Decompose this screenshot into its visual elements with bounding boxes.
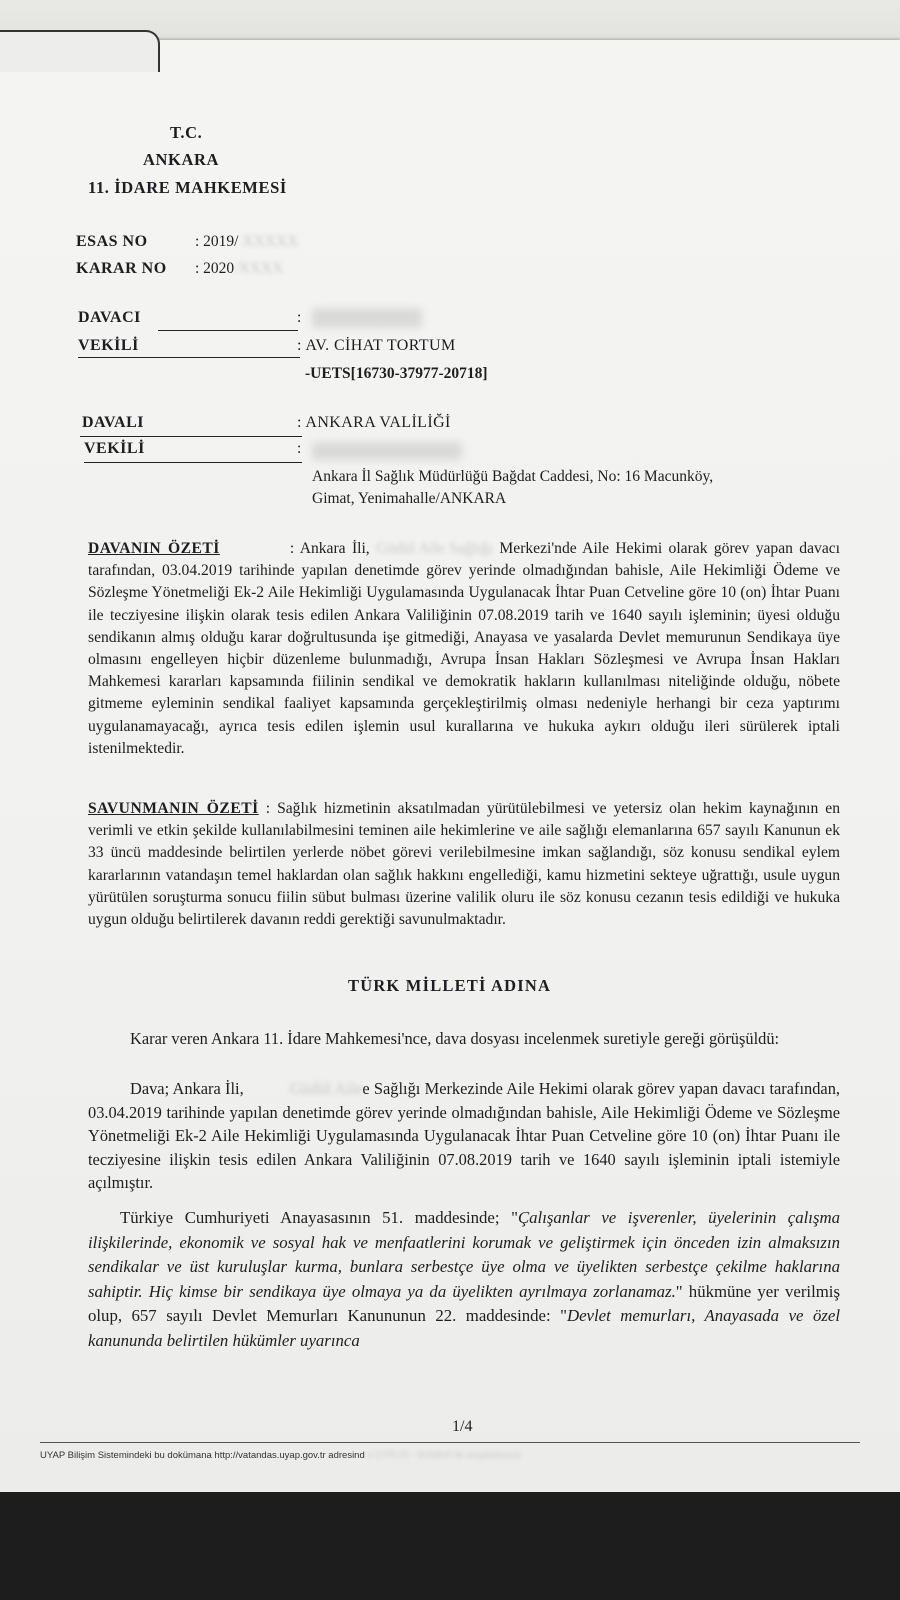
decision-paragraph-2 (88, 1077, 840, 1195)
constitution-quote: Çalışanlar ve işverenler, üyelerinin çalışma ilişkilerinde, ekonomik ve sosyal hak ve menfaatlerini korumak ve geliştirmek için önceden izin almaksızın sendikalar ve üst kuruluşlar kurma, bunlara serbestçe üye olma ve üyelikten serbestçe çekilme haklarına sahiptir. Hiç kimse bir sendikaya üye olmaya ya da üyelikten ayrılmaya zorlanamaz. (88, 1208, 840, 1301)
defense-paragraph (88, 798, 840, 931)
defense-heading: SAVUNMANIN ÖZETİ (88, 800, 259, 817)
esas-label: ESAS NO (76, 233, 148, 250)
decision-p2-lead: Dava; Ankara İli, (130, 1079, 244, 1098)
footer-note: UYAP Bilişim Sistemindeki bu dokümana http://vatandas.uyap.gov.tr adresind e ETPL/O - 8V08hR ile erişebilirsiniz (40, 1450, 522, 1461)
davali-vekili-redacted (312, 442, 462, 460)
header-court-name: 11. İDARE MAHKEMESİ (88, 178, 287, 197)
paper-fold-tab (0, 30, 160, 72)
karar-value: : 2020/XXXX (195, 260, 284, 277)
decision-paragraph-1: Karar veren Ankara 11. İdare Mahkemesi'nce, dava dosyası incelenmek suretiyle gereği görüşüldü: (130, 1029, 780, 1048)
davali-vekili-colon: : (297, 440, 302, 457)
summary-redacted: Güdül Aile Sağlığı (376, 540, 494, 557)
davali-underline (80, 436, 302, 437)
page-number: 1/4 (452, 1418, 473, 1435)
davali-vekili-label: VEKİLİ (84, 440, 145, 457)
davali-vekili-underline (84, 462, 302, 463)
decision-p2-redacted: Güdül Aile (289, 1079, 363, 1098)
davali-label: DAVALI (82, 414, 144, 431)
davaci-colon: : (297, 309, 302, 326)
vekili-underline (78, 357, 300, 358)
decision-paragraph-3 (88, 1206, 840, 1353)
footer-tail: ile erişebilirsiniz (454, 1450, 522, 1461)
esas-value: : 2019/ XXXXX (195, 233, 299, 250)
vekili-label: VEKİLİ (78, 337, 139, 354)
davali-value: : ANKARA VALİLİĞİ (297, 414, 451, 431)
footer-rule (40, 1442, 860, 1443)
summary-paragraph (88, 538, 840, 760)
header-tc: T.C. (170, 123, 203, 142)
header-city: ANKARA (143, 150, 220, 169)
address-line-1: Ankara İl Sağlık Müdürlüğü Bağdat Caddesi, No: 16 Macunköy, (312, 468, 714, 485)
footer-redacted: e ETPL/O - 8V08hR (367, 1450, 452, 1461)
davaci-underline (158, 330, 298, 331)
decision-p2-text: e Sağlığı Merkezinde Aile Hekimi olarak görev yapan davacı tarafından, 03.04.2019 tarihinde yapılan denetimde görev yerinde olmadığından bahisle, Aile Hekimliği Ödeme ve Sözleşme Yönetmeliği Ek-2 Aile Hekimliği Uygulamasında Uygulanacak İhtar Puan Cetveline göre 10 (on) İhtar Puanı ile tecziyesine ilişkin tesis edilen Ankara Valiliğinin 07.08.2019 tarih ve 1640 sayılı işleminin iptali istemiyle açılmıştır. (88, 1079, 840, 1192)
decision-p3-a: Türkiye Cumhuriyeti Anayasasının 51. maddesinde; " (120, 1208, 518, 1227)
address-line-2: Gimat, Yenimahalle/ANKARA (312, 490, 507, 507)
decision-heading: TÜRK MİLLETİ ADINA (348, 976, 552, 995)
karar-label: KARAR NO (76, 260, 167, 277)
summary-text: Merkezi'nde Aile Hekimi olarak görev yapan davacı tarafından, 03.04.2019 tarihinde yapılan denetimde görev yerinde olmadığından bahisle, Aile Hekimliği Ödeme ve Sözleşme Yönetmeliği Ek-2 Aile Hekimliği Uygulamasında Uygulanacak İhtar Puan Cetveline göre 10 (on) İhtar Puanı ile tecziyesine ilişkin olarak tesis edilen Ankara Valiliğinin 07.08.2019 tarih ve 1640 sayılı işleminin; üyesi olduğu sendikanın almış olduğu karar doğrultusunda işe gitmediği, Anayasa ve yasalarda Devlet memurunun Sendikaya üye olmasını engelleyen hiçbir düzenleme bulunmadığı, Avrupa İnsan Hakları Sözleşmesi ve Avrupa İnsan Hakları Mahkemesi kararları kapsamında fiilinin sendikal ve demokratik hakların kullanılması niteliğinde olduğu, nöbete gitmeme eyleminin sendikal faaliyet kapsamında gerçekleştirilmiş olması nedeniyle herhangi bir ceza yaptırımı uygulanamayacağı, ayrıca tesis edilen işlemin usul kurallarına ve hukuka aykırı olduğu ileri sürülerek iptali istenilmektedir. (88, 540, 840, 757)
background-bottom (0, 1492, 900, 1600)
summary-heading: DAVANIN ÖZETİ (88, 540, 220, 557)
decision-p3-b: " hükmüne yer verilmiş olup, 657 sayılı Devlet Memurları Kanununun 22. maddesinde: " (88, 1281, 840, 1325)
vekili-value: : AV. CİHAT TORTUM (297, 337, 456, 354)
law-quote: Devlet memurları, Anayasada ve özel kanununda belirtilen hükümler uyarınca (88, 1306, 840, 1350)
davaci-label: DAVACI (78, 309, 141, 326)
uets-code: -UETS[16730-37977-20718] (305, 365, 488, 382)
defense-text: : Sağlık hizmetinin aksatılmadan yürütülebilmesi ve yetersiz olan hekim kaynağının en verimli ve etkin şekilde kullanılabilmesini teminen aile hekimlerine ve aile sağlığı elemanlarına 657 sayılı Kanunun ek 33 üncü maddesinde belirtilen yerlerde nöbet görevi verilebilmesine imkan sağlandığı, söz konusu sendikal eylem kararlarının vatandaşın temel haklardan olan sağlık hakkını engellediği, kamu hizmetini sekteye uğrattığı, usule uygun yürütülen soruşturma sonucu fiilin sübut bulması üzerine valilik oluru ile söz konusu cezanın tesis edildiği ve hukuka uygun olduğu belirtilerek davanın reddi gerektiği savunulmaktadır. (88, 800, 840, 929)
summary-lead: : Ankara İli, (289, 540, 370, 557)
davaci-name-redacted (312, 308, 422, 328)
